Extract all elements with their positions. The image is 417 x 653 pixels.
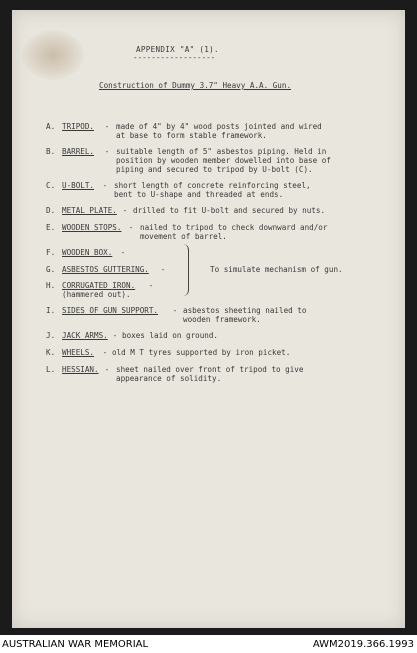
item-text: made of 4" by 4" wood posts jointed and wired [116,122,322,131]
brace-note: To simulate mechanism of gun. [210,265,343,274]
item-label: SIDES OF GUN SUPPORT. [62,306,159,315]
item-text: wooden framework. [183,315,261,324]
item-label: WOODEN STOPS. [62,223,122,232]
item-label: HESSIAN. [62,365,99,374]
title-underline-rule: ------------------ [133,53,216,62]
item-text: asbestos sheeting nailed to [183,306,307,315]
item-text: nailed to tripod to check downward and/or [140,223,328,232]
item-label: METAL PLATE. [62,206,117,215]
item-letter: C. [46,181,56,190]
item-label: ASBESTOS GUTTERING. [62,265,149,274]
item-text: old M T tyres supported by iron picket. [112,348,291,357]
item-letter: D. [46,206,56,215]
item-letter: G. [46,265,56,274]
item-text: piping and secured to tripod by U-bolt (C). [116,165,313,174]
item-label: U-BOLT. [62,181,95,190]
item-letter: F. [46,248,56,257]
item-letter: I. [46,306,56,315]
item-text: sheet nailed over front of tripod to give [116,365,304,374]
item-text: suitable length of 5" asbestos piping. Held in [116,147,327,156]
item-label: JACK ARMS. [62,331,108,340]
item-text: short length of concrete reinforcing steel, [114,181,311,190]
grouping-brace [182,244,189,296]
footer-institution: AUSTRALIAN WAR MEMORIAL [2,639,149,650]
item-text: boxes laid on ground. [122,331,219,340]
item-letter: L. [46,365,56,374]
item-label: WOODEN BOX. [62,248,113,257]
item-letter: J. [46,331,56,340]
item-text: at base to form stable framework. [116,131,267,140]
item-text: bent to U-shape and threaded at ends. [114,190,284,199]
item-letter: K. [46,348,56,357]
stain-mark [22,30,84,80]
item-letter: B. [46,147,56,156]
item-text: appearance of solidity. [116,374,222,383]
item-letter: E. [46,223,56,232]
item-subtext: (hammered out). [62,290,131,299]
document-subtitle: Construction of Dummy 3.7" Heavy A.A. Gun. [99,81,292,90]
item-text: movement of barrel. [140,232,227,241]
footer-accession-number: AWM2019.366.1993 [312,639,414,650]
item-text: drilled to fit U-bolt and secured by nuts. [133,206,326,215]
archive-footer [0,635,417,653]
item-text: position by wooden member dowelled into base of [116,156,331,165]
item-letter: H. [46,281,56,290]
item-label: TRIPOD. [62,122,95,131]
item-label: WHEELS. [62,348,95,357]
item-label: BARREL. [62,147,95,156]
item-letter: A. [46,122,56,131]
item-label: CORRUGATED IRON. [62,281,136,290]
page-title: APPENDIX "A" (1). [136,45,219,54]
